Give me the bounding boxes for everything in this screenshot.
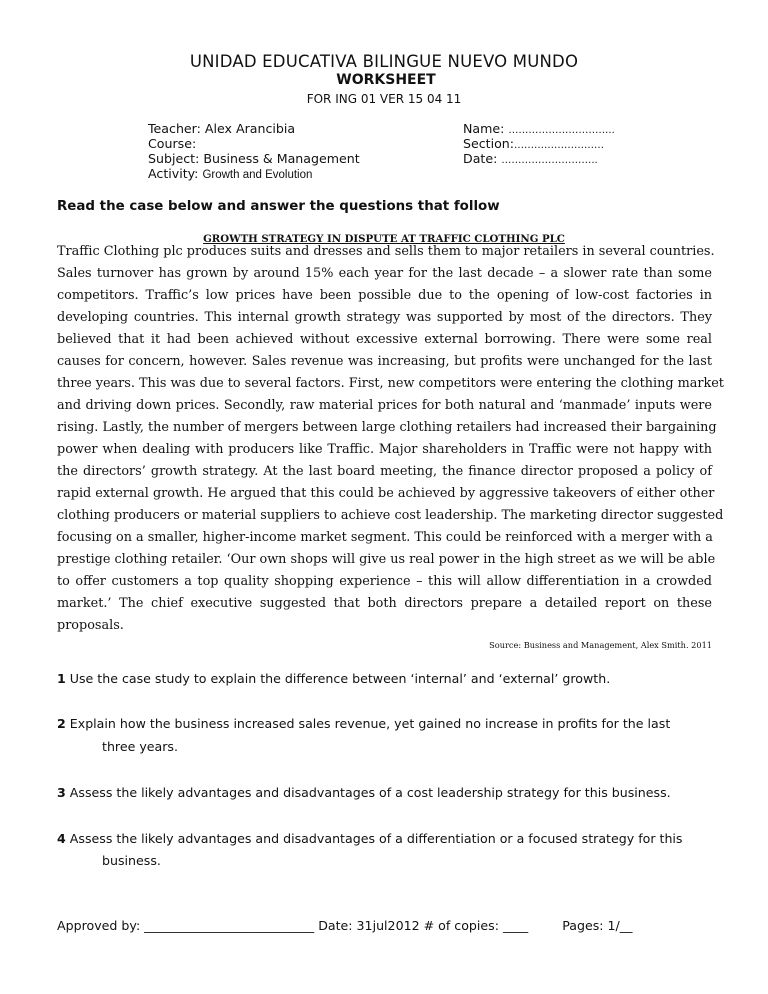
case-line: proposals. — [57, 618, 124, 633]
subject-value: Business & Management — [203, 151, 360, 166]
question-3 — [57, 785, 671, 800]
question-1 — [57, 671, 610, 686]
name-label: Name: — [463, 121, 505, 136]
school-name: UNIDAD EDUCATIVA BILINGUE NUEVO MUNDO — [189, 52, 579, 71]
course-label: Course: — [148, 136, 197, 151]
activity-row — [148, 166, 312, 181]
case-line: prestige clothing retailer. ‘Our own shops will give us real power in the high street as we will be able — [57, 552, 716, 567]
case-line: developing countries. This internal growth strategy was supported by most of the directors. They — [57, 310, 712, 325]
name-blank: ………………………….. — [508, 125, 615, 136]
case-line: focusing on a smaller, higher-income market segment. This could be reinforced with a merger with a — [57, 530, 713, 545]
case-line: competitors. Traffic’s low prices have been possible due to the opening of low-cost factories in — [57, 288, 712, 303]
footer — [57, 918, 632, 933]
case-line: rising. Lastly, the number of mergers between large clothing retailers had increased their bargaining — [57, 420, 717, 435]
subject-row — [148, 151, 360, 166]
question-text: Explain how the business increased sales revenue, yet gained no increase in profits for the last — [69, 716, 671, 731]
question-number: 1 — [57, 671, 66, 686]
question-4 — [57, 831, 683, 846]
teacher-value: Alex Arancibia — [204, 121, 296, 136]
case-line: rapid external growth. He argued that this could be achieved by aggressive takeovers of either other — [57, 486, 715, 501]
name-row — [463, 121, 615, 136]
section-row — [463, 136, 604, 151]
question-text: Use the case study to explain the difference between ‘internal’ and ‘external’ growth. — [69, 671, 611, 686]
question-2-continuation: three years. — [102, 739, 178, 754]
pages-value: 1/__ — [607, 918, 633, 933]
case-line: causes for concern, however. Sales revenue was increasing, but profits were unchanged for the last — [57, 354, 712, 369]
case-line: and driving down prices. Secondly, raw material prices for both natural and ‘manmade’ inputs were — [57, 398, 712, 413]
question-2 — [57, 716, 670, 731]
source-citation: Source: Business and Management, Alex Smith. 2011 — [489, 640, 712, 650]
question-number: 2 — [57, 716, 66, 731]
activity-label: Activity: — [148, 166, 199, 181]
teacher-row — [148, 121, 295, 136]
teacher-label: Teacher: — [148, 121, 201, 136]
question-number: 3 — [57, 785, 66, 800]
case-title: GROWTH STRATEGY IN DISPUTE AT TRAFFIC CLOTHING PLC — [203, 233, 565, 245]
pages-label: Pages: — [562, 918, 604, 933]
question-4-continuation: business. — [102, 853, 161, 868]
instruction: Read the case below and answer the questions that follow — [57, 199, 500, 214]
question-number: 4 — [57, 831, 66, 846]
activity-value: Growth and Evolution — [202, 169, 313, 181]
document-code: FOR ING 01 VER 15 04 11 — [306, 92, 462, 106]
document-type: WORKSHEET — [336, 72, 436, 88]
case-line: Traffic Clothing plc produces suits and dresses and sells them to major retailers in several countries. — [57, 244, 715, 259]
case-line: believed that it had been achieved without excessive external borrowing. There were some real — [57, 332, 712, 347]
approval-line: Approved by: ___________________________ Date: 31jul2012 # of copies: ____ — [57, 918, 529, 933]
case-line: the directors’ growth strategy. At the last board meeting, the finance director proposed a policy of — [57, 464, 712, 479]
case-line: power when dealing with producers like Traffic. Major shareholders in Traffic were not happy with — [57, 442, 712, 457]
case-line: to offer customers a top quality shopping experience – this will allow differentiation in a crowded — [57, 574, 712, 589]
case-line: three years. This was due to several factors. First, new competitors were entering the clothing market — [57, 376, 724, 391]
date-blank: ……………………….. — [501, 155, 598, 166]
case-line: clothing producers or material suppliers to achieve cost leadership. The marketing director suggested — [57, 508, 724, 523]
date-label: Date: — [463, 151, 498, 166]
subject-label: Subject: — [148, 151, 200, 166]
case-line: Sales turnover has grown by around 15% each year for the last decade – a slower rate than some — [57, 266, 712, 281]
section-blank: ……………………… — [514, 140, 605, 151]
case-line: market.’ The chief executive suggested that both directors prepare a detailed report on these — [57, 596, 712, 611]
section-label: Section: — [463, 136, 515, 151]
date-row — [463, 151, 598, 166]
question-text: Assess the likely advantages and disadvantages of a differentiation or a focused strategy for this — [69, 831, 683, 846]
course-row — [148, 136, 196, 151]
question-text: Assess the likely advantages and disadvantages of a cost leadership strategy for this business. — [69, 785, 671, 800]
